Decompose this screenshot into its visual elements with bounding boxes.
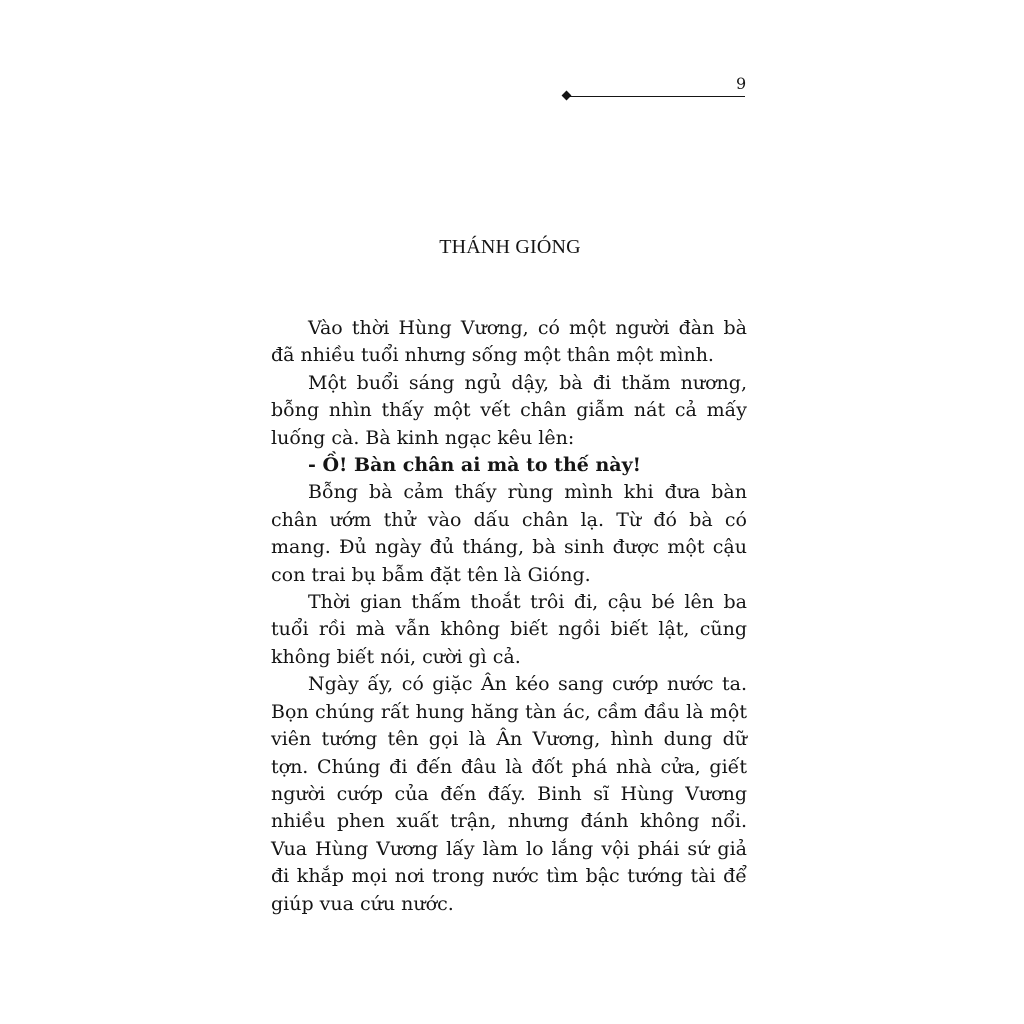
story-body [271,315,747,918]
page-number: 9 [736,74,747,93]
paragraph-3-dialogue: - Ồ! Bàn chân ai mà to thế này! [308,454,641,477]
header-rule [567,96,745,97]
paragraph-4: Bỗng bà cảm thấy rùng mình khi đưa bàn chân ướm thử vào dấu chân lạ. Từ đó bà có mang. Đủ ngày đủ tháng, bà sinh được một cậu con trai bụ bẫm đặt tên là Gióng. [271,481,747,586]
paragraph-2: Một buổi sáng ngủ dậy, bà đi thăm nương, bỗng nhìn thấy một vết chân giẫm nát cả mấy luống cà. Bà kinh ngạc kêu lên: [271,371,747,449]
story-title-text: THÁNH GIÓNG [439,236,581,258]
paragraph-1: Vào thời Hùng Vương, có một người đàn bà đã nhiều tuổi nhưng sống một thân một mình. [271,317,747,367]
paragraph-5: Thời gian thấm thoắt trôi đi, cậu bé lên ba tuổi rồi mà vẫn không biết ngồi biết lật, cũng không biết nói, cười gì cả. [271,591,747,668]
paragraph-6: Ngày ấy, có giặc Ân kéo sang cướp nước ta. Bọn chúng rất hung hăng tàn ác, cầm đầu là một viên tướng tên gọi là Ân Vương, hình dung dữ tợn. Chúng đi đến đâu là đốt phá nhà cửa, giết người cướp của đến đấy. Binh sĩ Hùng Vương nhiều phen xuất trận, nhưng đánh không nổi. Vua Hùng Vương lấy làm lo lắng vội phái sứ giả đi khắp mọi nơi trong nước tìm bậc tướng tài để giúp vua cứu nước. [271,673,747,915]
story-title [0,233,1024,261]
